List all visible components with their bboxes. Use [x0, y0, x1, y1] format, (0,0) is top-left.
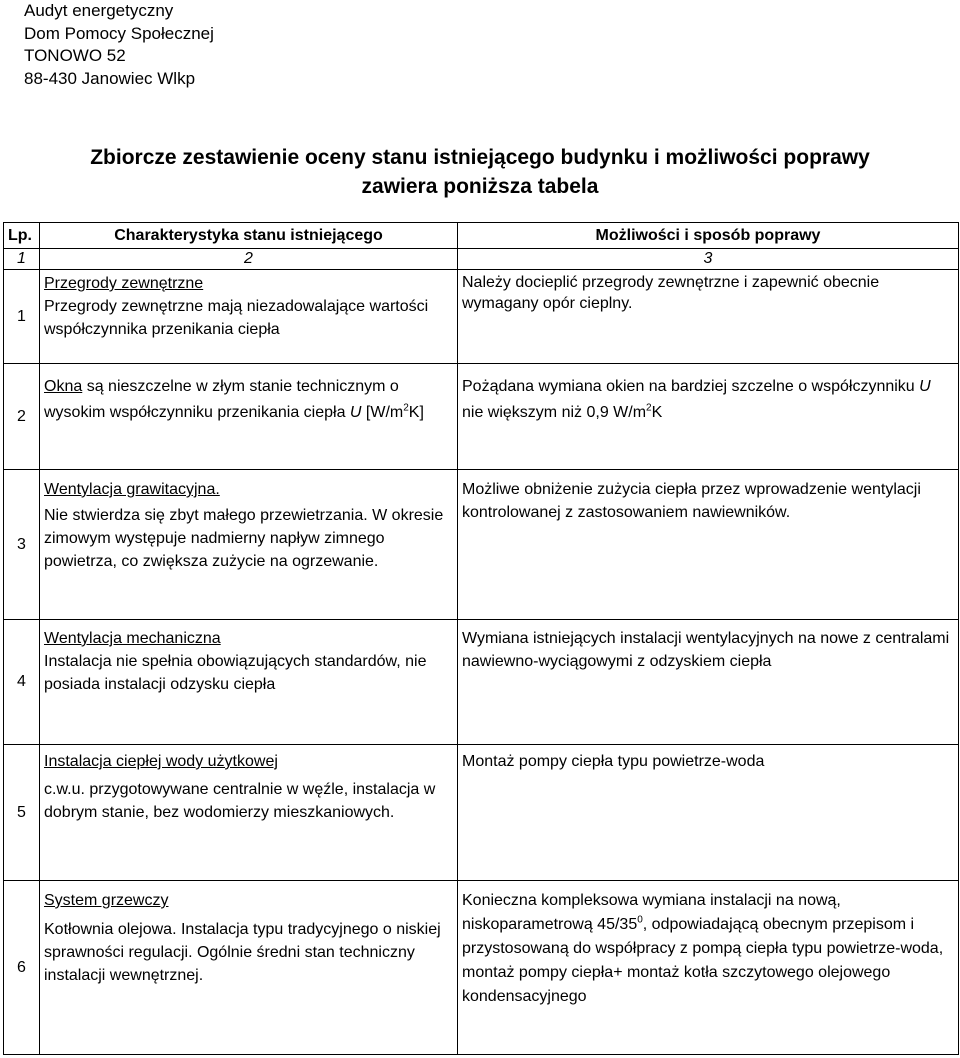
col-number-1: 1 [4, 249, 40, 270]
improvement-cell: Należy docieplić przegrody zewnętrzne i zapewnić obecnie wymagany opór cieplny. [458, 270, 959, 364]
improvement-cell: Możliwe obniżenie zużycia ciepła przez wprowadzenie wentylacji kontrolowanej z zastosowaniem nawiewników. [458, 470, 959, 620]
table-row [4, 620, 959, 745]
header-line-1: Audyt energetyczny [24, 1, 174, 20]
row-description-u: U [349, 404, 362, 421]
document-header [24, 0, 214, 90]
row-description: c.w.u. przygotowywane centralnie w węźle, instalacja w dobrym stanie, bez wodomierzy mieszkaniowych. [44, 781, 436, 821]
row-description-b: [W/m [361, 404, 404, 421]
row-title: Wentylacja grawitacyjna. [44, 481, 220, 498]
row-title: Okna [44, 378, 83, 395]
row-title: System grzewczy [44, 892, 169, 909]
row-title: Instalacja ciepłej wody użytkowej [44, 753, 278, 770]
characteristics-cell [40, 270, 458, 364]
header-improvements: Możliwości i sposób poprawy [458, 223, 959, 249]
improve-b: nie większym niż 0,9 W/m [462, 404, 647, 421]
title-line-2: zawiera poniższa tabela [361, 175, 599, 198]
header-lp: Lp. [4, 223, 40, 249]
summary-table [3, 222, 959, 1055]
row-number: 1 [4, 270, 40, 364]
table-row [4, 270, 959, 364]
col-number-2: 2 [40, 249, 458, 270]
col-number-3: 3 [458, 249, 959, 270]
row-description: Instalacja nie spełnia obowiązujących standardów, nie posiada instalacji odzysku ciepła [44, 653, 427, 693]
row-description-sup: 2 [403, 402, 409, 414]
improvement-cell: Montaż pompy ciepła typu powietrze-woda [458, 745, 959, 881]
row-number: 6 [4, 881, 40, 1055]
table-header-row [4, 223, 959, 249]
characteristics-cell [40, 470, 458, 620]
row-number: 5 [4, 745, 40, 881]
characteristics-cell [40, 620, 458, 745]
improvement-cell [458, 881, 959, 1055]
improve-sup: 2 [646, 402, 652, 414]
improve-c: K [651, 404, 663, 421]
row-description-c: K] [408, 404, 424, 421]
row-title: Wentylacja mechaniczna [44, 630, 221, 647]
column-number-row [4, 249, 959, 270]
row-description: Przegrody zewnętrzne mają niezadowalające wartości współczynnika przenikania ciepła [44, 298, 429, 338]
row-number: 2 [4, 364, 40, 470]
table-row [4, 470, 959, 620]
table-row [4, 364, 959, 470]
table-row [4, 745, 959, 881]
improve-u: U [919, 378, 931, 395]
improvement-cell [458, 364, 959, 470]
page-title [0, 143, 960, 201]
improve-a: Pożądana wymiana okien na bardziej szczelne o współczynniku [462, 378, 920, 395]
table-row [4, 881, 959, 1055]
characteristics-cell [40, 364, 458, 470]
row-description: Kotłownia olejowa. Instalacja typu tradycyjnego o niskiej sprawności regulacji. Ogólnie średni stan techniczny instalacji wewnętrznej. [44, 921, 441, 984]
header-line-2: Dom Pomocy Społecznej [24, 23, 214, 43]
row-description-a: są nieszczelne w złym stanie technicznym o wysokim współczynniku przenikania ciepła [44, 378, 399, 421]
characteristics-cell [40, 745, 458, 881]
improve-b: , odpowiadającą obecnym przepisom i przystosowaną do współpracy z pompą ciepła typu powietrze-woda, montaż pompy ciepła+ montaż kotła szczytowego olejowego kondensacyjnego [462, 916, 944, 1005]
header-line-4: 88-430 Janowiec Wlkp [24, 68, 196, 88]
improvement-cell: Wymiana istniejących instalacji wentylacyjnych na nowe z centralami nawiewno-wyciągowymi z odzyskiem ciepła [458, 620, 959, 745]
header-characteristics: Charakterystyka stanu istniejącego [40, 223, 458, 249]
row-description: Nie stwierdza się zbyt małego przewietrzania. W okresie zimowym występuje nadmierny napływ zimnego powietrza, co zwiększa zużycie na ogrzewanie. [44, 507, 444, 570]
header-line-3: TONOWO 52 [24, 46, 126, 65]
row-number: 3 [4, 470, 40, 620]
row-title: Przegrody zewnętrzne [44, 275, 204, 292]
row-number: 4 [4, 620, 40, 745]
title-line-1: Zbiorcze zestawienie oceny stanu istniejącego budynku i możliwości poprawy [90, 146, 870, 169]
improve-a: Konieczna kompleksowa wymiana instalacji na nową, niskoparametrową 45/35 [462, 892, 841, 933]
improve-sup: 0 [637, 914, 643, 926]
characteristics-cell [40, 881, 458, 1055]
